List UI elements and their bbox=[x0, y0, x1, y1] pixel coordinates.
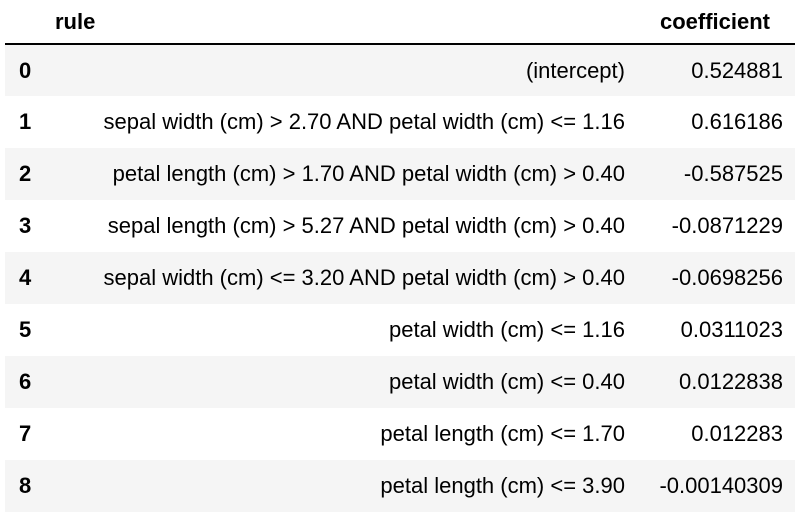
coefficient-cell: -0.587525 bbox=[683, 161, 783, 186]
table-row bbox=[5, 96, 795, 148]
rule-cell: sepal width (cm) > 2.70 AND petal width (cm) <= 1.16 bbox=[103, 109, 625, 134]
coefficient-cell: -0.00140309 bbox=[659, 473, 783, 498]
rule-cell: (intercept) bbox=[525, 57, 625, 83]
rule-cell: petal length (cm) <= 3.90 bbox=[380, 473, 625, 498]
row-index: 0 bbox=[19, 57, 32, 83]
table-header bbox=[5, 0, 795, 44]
rule-cell: petal length (cm) <= 1.70 bbox=[380, 421, 625, 446]
table-body bbox=[5, 44, 795, 512]
row-index: 4 bbox=[19, 265, 32, 290]
coefficient-cell: 0.616186 bbox=[691, 109, 783, 134]
table-row bbox=[5, 356, 795, 408]
coefficient-cell: 0.0311023 bbox=[680, 317, 783, 342]
coefficient-cell: 0.524881 bbox=[691, 57, 783, 83]
table-row bbox=[5, 200, 795, 252]
rules-table-container bbox=[5, 0, 795, 512]
table-row bbox=[5, 304, 795, 356]
rule-cell: petal width (cm) <= 1.16 bbox=[388, 317, 625, 342]
table-row bbox=[5, 148, 795, 200]
header-index bbox=[5, 0, 49, 44]
header-rule: rule bbox=[49, 0, 635, 44]
header-row bbox=[5, 0, 795, 44]
rules-table bbox=[5, 0, 795, 512]
row-index: 7 bbox=[19, 421, 32, 446]
coefficient-cell: -0.0698256 bbox=[671, 265, 783, 290]
header-coefficient: coefficient bbox=[635, 0, 795, 44]
coefficient-cell: 0.012283 bbox=[691, 421, 783, 446]
row-index: 5 bbox=[19, 317, 32, 342]
row-index: 8 bbox=[19, 473, 32, 498]
table-row bbox=[5, 460, 795, 512]
rule-cell: petal length (cm) > 1.70 AND petal width (cm) > 0.40 bbox=[112, 161, 625, 186]
rule-cell: sepal width (cm) <= 3.20 AND petal width (cm) > 0.40 bbox=[103, 265, 625, 290]
row-index: 6 bbox=[19, 369, 32, 394]
row-index: 3 bbox=[19, 213, 32, 238]
row-index: 2 bbox=[19, 161, 32, 186]
rule-cell: petal width (cm) <= 0.40 bbox=[388, 369, 625, 394]
table-row bbox=[5, 44, 795, 96]
coefficient-cell: 0.0122838 bbox=[679, 369, 783, 394]
coefficient-cell: -0.0871229 bbox=[671, 213, 783, 238]
table-row bbox=[5, 252, 795, 304]
rule-cell: sepal length (cm) > 5.27 AND petal width (cm) > 0.40 bbox=[107, 213, 625, 238]
row-index: 1 bbox=[19, 109, 32, 134]
table-row bbox=[5, 408, 795, 460]
